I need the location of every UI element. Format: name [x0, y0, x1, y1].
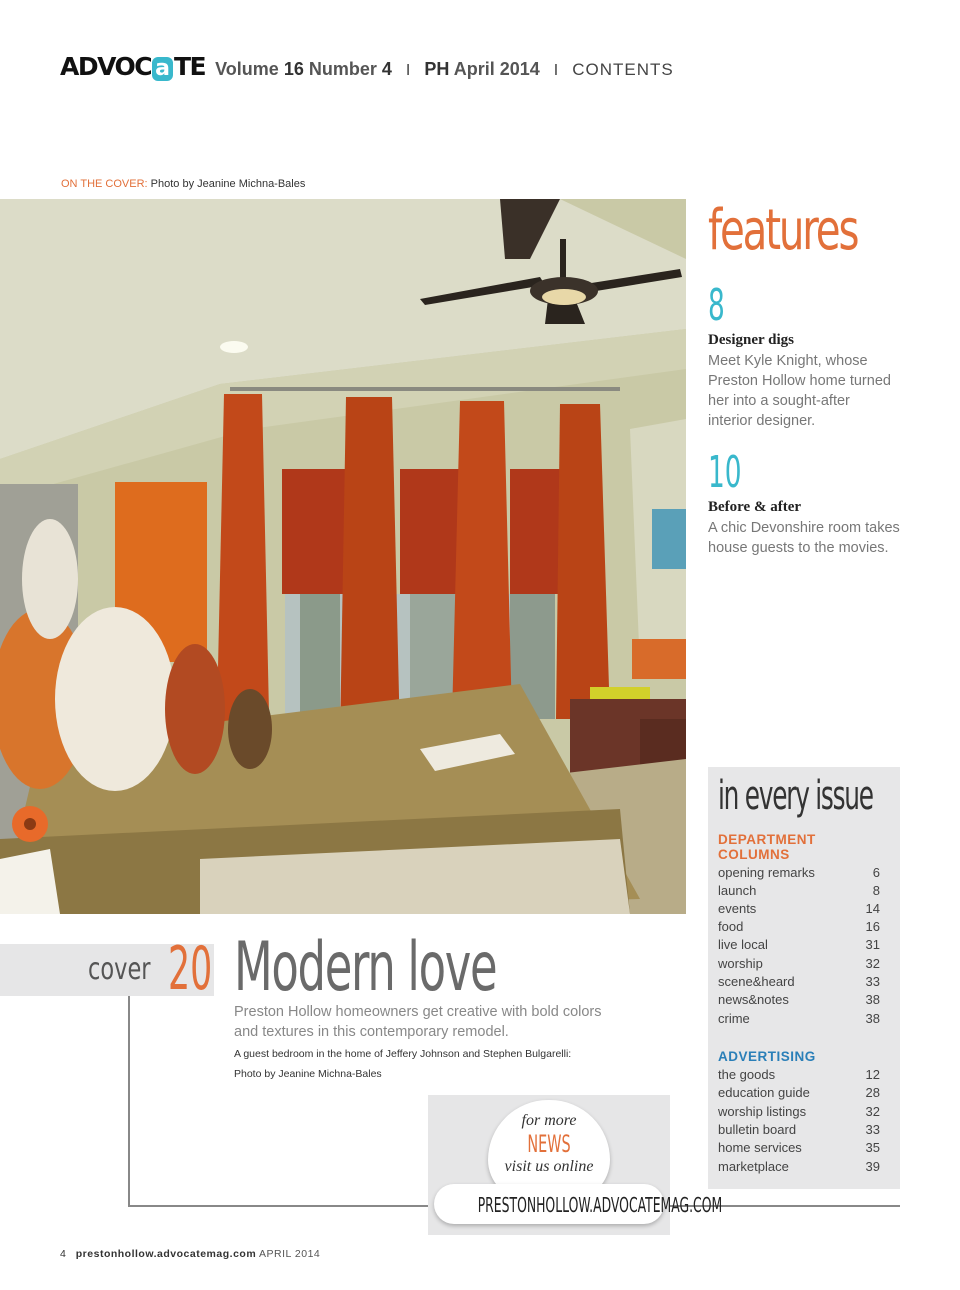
feature-heading: Designer digs	[708, 332, 794, 348]
toc-row[interactable]: education guide 28	[718, 1085, 880, 1100]
promo-line-1: for more	[521, 1112, 577, 1129]
feature-description: A chic Devonshire room takes house guests to the movies.	[708, 520, 900, 556]
feature-heading: Before & after	[708, 499, 802, 515]
cover-story-title[interactable]: Modern love	[234, 928, 497, 1007]
toc-row[interactable]: news&notes 38	[718, 992, 880, 1007]
cover-photo	[0, 199, 686, 914]
toc-row[interactable]: bulletin board 33	[718, 1122, 880, 1137]
cover-label: cover	[88, 952, 151, 987]
department-columns-heading: DEPARTMENT COLUMNS	[718, 832, 816, 862]
promo-line-3: visit us online	[504, 1158, 594, 1175]
promo-news: NEWS	[527, 1130, 571, 1158]
footer-page-number: 4	[60, 1248, 67, 1260]
feature-description: Meet Kyle Knight, whose Preston Hollow home turned her into a sought-after interior designer.	[708, 353, 891, 429]
advertising-heading: ADVERTISING	[718, 1049, 816, 1064]
every-issue-heading: in every issue	[718, 773, 873, 819]
toc-row[interactable]: live local 31	[718, 937, 880, 952]
every-issue-panel	[708, 767, 900, 1189]
cover-caption	[61, 178, 305, 190]
edition-info: PH April 2014	[424, 59, 540, 79]
toc-row[interactable]: the goods 12	[718, 1067, 880, 1082]
toc-row[interactable]: marketplace 39	[718, 1159, 880, 1174]
cover-caption-text: Photo by Jeanine Michna-Bales	[150, 178, 306, 190]
page-footer	[60, 1248, 320, 1260]
header-separator: I	[553, 62, 559, 79]
website-link[interactable]: PRESTONHOLLOW.ADVOCATEMAG.COM	[477, 1193, 723, 1217]
cover-page-number: 20	[168, 934, 213, 1004]
toc-row[interactable]: launch 8	[718, 883, 880, 898]
cover-story-credit: A guest bedroom in the home of Jeffery Johnson and Stephen Bulgarelli: Photo by Jeanine Michna-Bales	[234, 1048, 572, 1080]
toc-row[interactable]: worship 32	[718, 956, 880, 971]
toc-row[interactable]: food 16	[718, 919, 880, 934]
toc-row[interactable]: worship listings 32	[718, 1104, 880, 1119]
feature-page-number: 8	[708, 280, 725, 331]
bedroom-photo-illustration	[0, 199, 686, 914]
footer-site[interactable]: prestonhollow.advocatemag.com	[75, 1248, 257, 1260]
footer-date: APRIL 2014	[259, 1248, 321, 1260]
toc-row[interactable]: scene&heard 33	[718, 974, 880, 989]
features-heading: features	[708, 198, 858, 263]
volume-info: Volume 16 Number 4	[215, 59, 392, 79]
feature-page-number: 10	[708, 447, 742, 498]
header-separator: I	[405, 62, 411, 79]
section-label: CONTENTS	[572, 60, 674, 79]
toc-row[interactable]: opening remarks 6	[718, 865, 880, 880]
advocate-logo: ADVOC a TE	[60, 52, 206, 81]
masthead	[60, 52, 674, 86]
divider-line	[128, 996, 130, 1207]
toc-row[interactable]: home services 35	[718, 1140, 880, 1155]
toc-row[interactable]: events 14	[718, 901, 880, 916]
toc-row[interactable]: crime 38	[718, 1011, 880, 1026]
cover-story-description: Preston Hollow homeowners get creative with bold colors and textures in this contemporary remodel.	[234, 1004, 602, 1040]
cover-caption-label: ON THE COVER:	[61, 178, 148, 190]
